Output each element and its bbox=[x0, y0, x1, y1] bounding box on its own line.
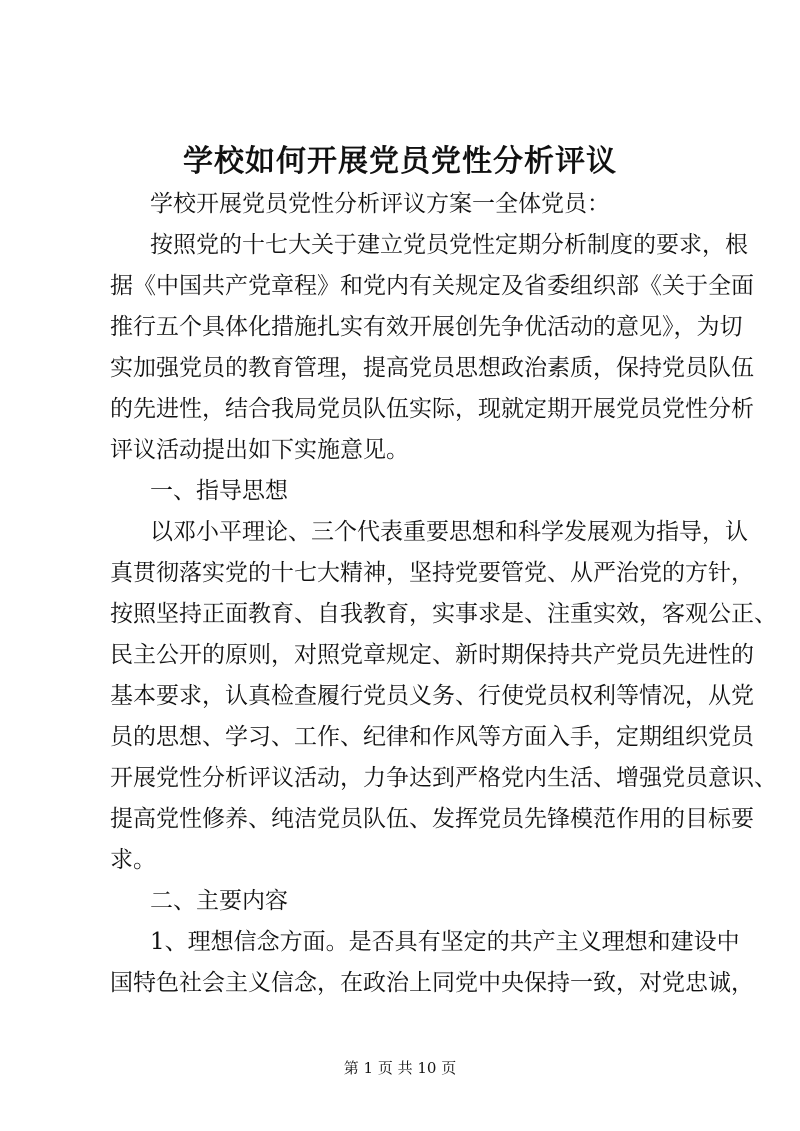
section-heading: 二、主要内容 bbox=[150, 888, 288, 914]
section-heading: 一、指导思想 bbox=[150, 478, 288, 504]
body-line: 的先进性，结合我局党员队伍实际，现就定期开展党员党性分析 bbox=[110, 396, 754, 422]
body-line: 真贯彻落实党的十七大精神，坚持党要管党、从严治党的方针， bbox=[110, 560, 754, 586]
body-line: 以邓小平理论、三个代表重要思想和科学发展观为指导，认 bbox=[150, 519, 748, 545]
body-line: 1、理想信念方面。是否具有坚定的共产主义理想和建设中 bbox=[150, 929, 740, 955]
body-line: 按照党的十七大关于建立党员党性定期分析制度的要求，根 bbox=[150, 232, 748, 258]
body-line: 评议活动提出如下实施意见。 bbox=[110, 437, 409, 463]
body-line: 国特色社会主义信念，在政治上同党中央保持一致，对党忠诚， bbox=[110, 970, 754, 996]
body-line: 求。 bbox=[110, 847, 156, 873]
body-line: 学校开展党员党性分析评议方案一全体党员： bbox=[150, 191, 610, 217]
body-line: 推行五个具体化措施扎实有效开展创先争优活动的意见》，为切 bbox=[110, 314, 743, 340]
body-line: 基本要求，认真检查履行党员义务、行使党员权利等情况，从党 bbox=[110, 683, 754, 709]
body-line: 开展党性分析评议活动，力争达到严格党内生活、增强党员意识、 bbox=[110, 765, 777, 791]
body-line: 按照坚持正面教育、自我教育，实事求是、注重实效，客观公正、 bbox=[110, 601, 777, 627]
document-title: 学校如何开展党员党性分析评议 bbox=[183, 144, 617, 179]
body-line: 民主公开的原则，对照党章规定、新时期保持共产党员先进性的 bbox=[110, 642, 754, 668]
body-line: 据《中国共产党章程》和党内有关规定及省委组织部《关于全面 bbox=[110, 273, 754, 299]
body-line: 提高党性修养、纯洁党员队伍、发挥党员先锋模范作用的目标要 bbox=[110, 806, 754, 832]
body-line: 实加强党员的教育管理，提高党员思想政治素质，保持党员队伍 bbox=[110, 355, 754, 381]
page-number: 第 1 页 共 10 页 bbox=[343, 1059, 457, 1077]
body-line: 员的思想、学习、工作、纪律和作风等方面入手，定期组织党员 bbox=[110, 724, 754, 750]
